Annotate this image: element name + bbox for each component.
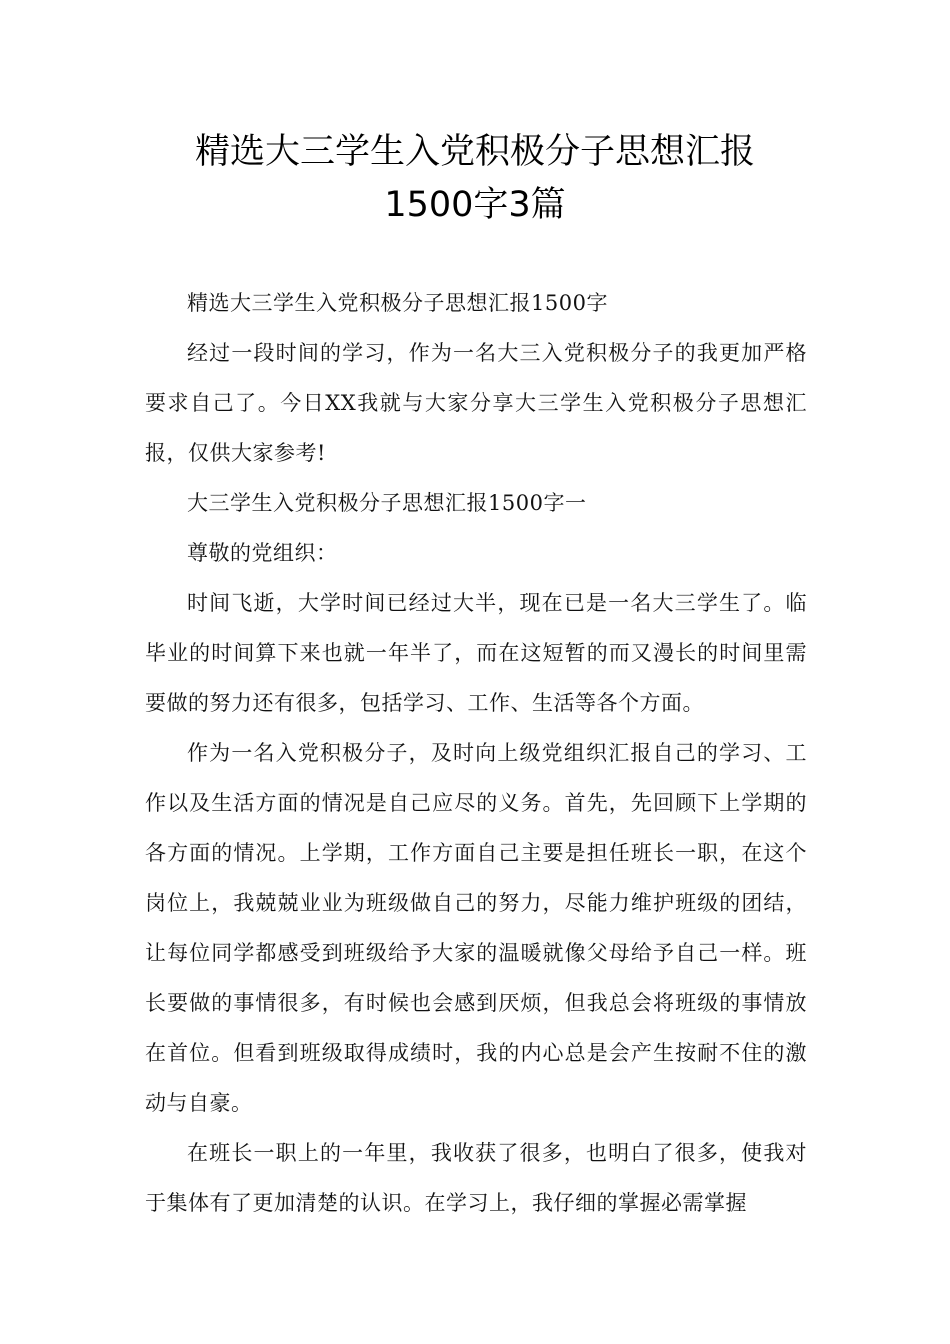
document-title — [120, 126, 830, 232]
paragraph-section-heading: 大三学生入党积极分子思想汇报1500字一 — [187, 491, 587, 515]
document-body — [145, 278, 807, 1228]
paragraph-body-1: 时间飞逝，大学时间已经过大半，现在已是一名大三学生了。临毕业的时间算下来也就一年半了，而在这短暂的而又漫长的时间里需要做的努力还有很多，包括学习、工作、生活等各个方面。 — [145, 591, 807, 715]
paragraph-body-3: 在班长一职上的一年里，我收获了很多，也明白了很多，使我对于集体有了更加清楚的认识。在学习上，我仔细的掌握必需掌握 — [145, 1141, 807, 1215]
title-line-2: 1500字3篇 — [384, 185, 566, 225]
paragraph-subtitle: 精选大三学生入党积极分子思想汇报1500字 — [187, 291, 608, 315]
paragraph-intro: 经过一段时间的学习，作为一名大三入党积极分子的我更加严格要求自己了。今日XX我就与大家分享大三学生入党积极分子思想汇报，仅供大家参考! — [145, 341, 807, 465]
paragraph-salutation: 尊敬的党组织： — [187, 541, 338, 565]
paragraph-body-2: 作为一名入党积极分子，及时向上级党组织汇报自己的学习、工作以及生活方面的情况是自己应尽的义务。首先，先回顾下上学期的各方面的情况。上学期，工作方面自己主要是担任班长一职，在这个岗位上，我兢兢业业为班级做自己的努力，尽能力维护班级的团结，让每位同学都感受到班级给予大家的温暖就像父母给予自己一样。班长要做的事情很多，有时候也会感到厌烦，但我总会将班级的事情放在首位。但看到班级取得成绩时，我的内心总是会产生按耐不住的激动与自豪。 — [145, 741, 807, 1115]
title-line-1: 精选大三学生入党积极分子思想汇报 — [194, 132, 755, 172]
